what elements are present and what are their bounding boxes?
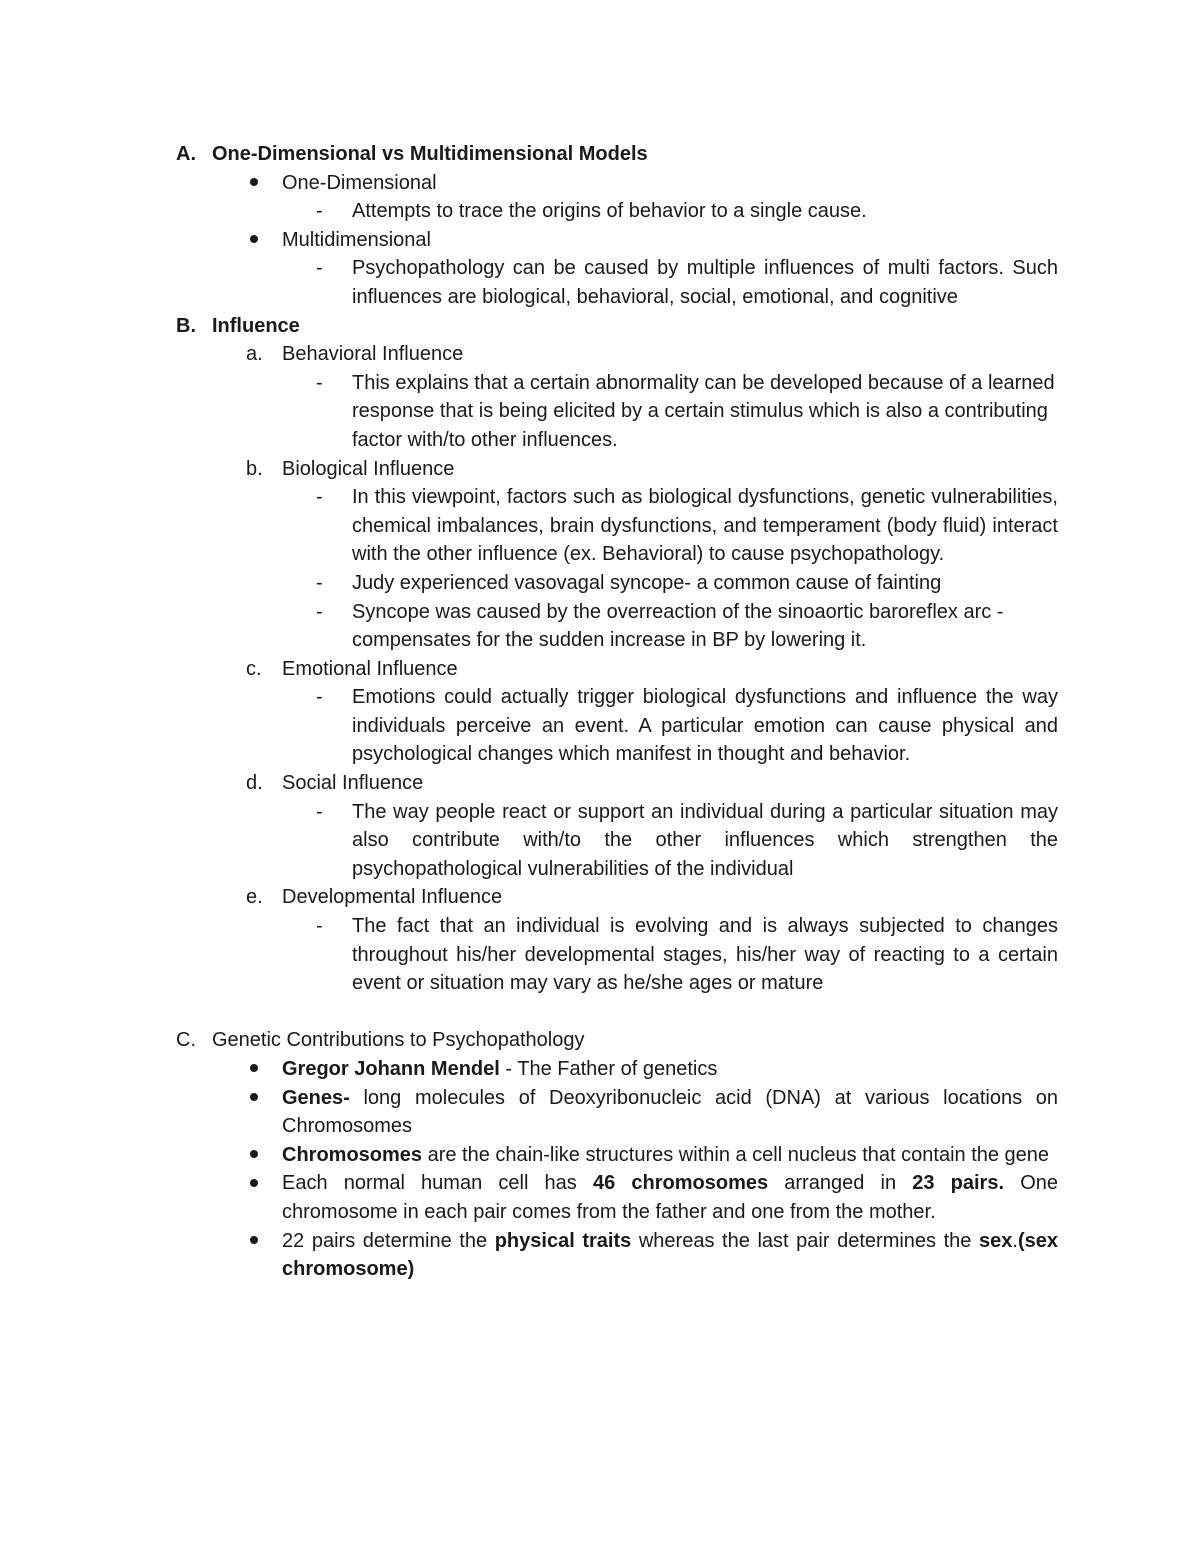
bullet-icon <box>250 1169 258 1198</box>
item-detail: The fact that an individual is evolving and is always subjected to changes throughout his/her developmental stages, his/her way of reacting to a certain event or situation may vary as he/she ages or mature <box>352 915 1058 995</box>
item-detail: This explains that a certain abnormality can be developed because of a learned response that is being elicited by a certain stimulus which is also a contributing factor with/to other influences. <box>352 371 1055 451</box>
dash-marker: - <box>316 915 323 938</box>
item-label: Multidimensional <box>282 228 431 251</box>
bold-term: Gregor Johann Mendel <box>282 1058 500 1080</box>
dash-marker: - <box>316 600 323 623</box>
text-run: whereas the last pair determines the <box>631 1229 980 1252</box>
item-label: Biological Influence <box>282 457 455 480</box>
section-c-marker: C. <box>176 1029 196 1052</box>
item-text <box>282 1172 1058 1223</box>
list-item <box>176 455 1058 484</box>
bold-term: 46 chromosomes <box>592 1172 769 1195</box>
item-text <box>282 1144 1049 1166</box>
item-marker: a. <box>246 343 263 366</box>
dash-marker: - <box>316 686 323 709</box>
list-item <box>176 1227 1058 1284</box>
section-a-heading <box>176 140 1058 169</box>
dash-marker: - <box>316 800 323 823</box>
text-run: One chromosome in each pair comes from the father and one from the mother. <box>282 1172 1059 1223</box>
item-label: Behavioral Influence <box>282 343 464 366</box>
dash-marker: - <box>316 486 323 509</box>
list-item <box>176 197 1058 226</box>
text-run: Each normal human cell has <box>282 1172 593 1195</box>
bold-term: sex <box>979 1229 1013 1252</box>
item-text <box>282 1230 1058 1281</box>
list-item <box>176 254 1058 311</box>
list-item <box>176 769 1058 798</box>
dash-marker: - <box>316 371 323 394</box>
item-text <box>282 1058 717 1080</box>
list-item <box>176 169 1058 198</box>
dash-marker: - <box>316 571 323 594</box>
list-item <box>176 912 1058 998</box>
list-item <box>176 1169 1058 1226</box>
dash-marker: - <box>316 200 323 223</box>
bullet-icon <box>250 1141 258 1170</box>
section-c-title: Genetic Contributions to Psychopathology <box>212 1029 585 1052</box>
bullet-icon <box>250 226 258 255</box>
dash-marker: - <box>316 257 323 280</box>
bullet-icon <box>250 169 258 198</box>
bullet-icon <box>250 1055 258 1084</box>
section-a-marker: A. <box>176 143 196 165</box>
item-label: Developmental Influence <box>282 886 503 909</box>
text-run: are the chain-like structures within a cell nucleus that contain the gene <box>422 1143 1050 1166</box>
section-b-heading <box>176 312 1058 341</box>
text-run: 22 pairs determine the <box>282 1229 495 1252</box>
list-item <box>176 683 1058 769</box>
bold-term: Chromosomes <box>282 1143 423 1166</box>
item-detail: Emotions could actually trigger biological dysfunctions and influence the way individuals perceive an event. A particular emotion can cause physical and psychological changes which manifest in thought and behavior. <box>352 686 1058 766</box>
item-marker: b. <box>246 457 263 480</box>
item-detail: Syncope was caused by the overreaction of the sinoaortic baroreflex arc - compensates for the sudden increase in BP by lowering it. <box>352 600 1004 652</box>
bold-term: physical traits <box>494 1229 632 1252</box>
list-item <box>176 483 1058 569</box>
text-run: arranged in <box>768 1172 913 1195</box>
item-detail: Attempts to trace the origins of behavior to a single cause. <box>352 200 867 223</box>
item-detail: The way people react or support an individual during a particular situation may also contribute with/to the other influences which strengthen the psychopathological vulnerabilities of the individual <box>352 800 1058 880</box>
item-marker: e. <box>246 886 263 909</box>
list-item <box>176 1084 1058 1141</box>
text-run: . <box>1012 1229 1018 1252</box>
spacer <box>176 998 1058 1027</box>
text-run: - The Father of genetics <box>499 1058 718 1080</box>
section-c-heading <box>176 1026 1058 1055</box>
bullet-icon <box>250 1084 258 1113</box>
item-marker: c. <box>246 657 262 680</box>
bold-term: 23 pairs. <box>912 1172 1005 1195</box>
item-detail: Psychopathology can be caused by multiple influences of multi factors. Such influences are biological, behavioral, social, emotional, and cognitive <box>352 257 1058 308</box>
list-item <box>176 1055 1058 1084</box>
list-item <box>176 340 1058 369</box>
document-body <box>176 140 1058 1284</box>
item-label: Emotional Influence <box>282 657 458 680</box>
list-item <box>176 226 1058 255</box>
item-label: One-Dimensional <box>282 171 437 194</box>
item-label: Social Influence <box>282 772 424 795</box>
bullet-icon <box>250 1227 258 1256</box>
list-item <box>176 883 1058 912</box>
bold-term: (sex chromosome) <box>282 1229 1058 1281</box>
list-item <box>176 598 1058 655</box>
item-detail: In this viewpoint, factors such as biological dysfunctions, genetic vulnerabilities, chemical imbalances, brain dysfunctions, and temperament (body fluid) interact with the other influence (ex. Behavioral) to cause psychopathology. <box>352 486 1058 566</box>
list-item <box>176 655 1058 684</box>
item-detail: Judy experienced vasovagal syncope- a common cause of fainting <box>352 571 942 594</box>
item-text <box>282 1087 1058 1138</box>
item-marker: d. <box>246 772 263 795</box>
list-item <box>176 1141 1058 1170</box>
list-item <box>176 798 1058 884</box>
section-b-title: Influence <box>212 314 300 337</box>
text-run: long molecules of Deoxyribonucleic acid (DNA) at various locations on Chromosomes <box>282 1086 1058 1138</box>
section-a-title: One-Dimensional vs Multidimensional Models <box>212 143 648 165</box>
list-item <box>176 569 1058 598</box>
bold-term: Genes- <box>282 1086 350 1109</box>
list-item <box>176 369 1058 455</box>
section-b-marker: B. <box>176 314 196 337</box>
